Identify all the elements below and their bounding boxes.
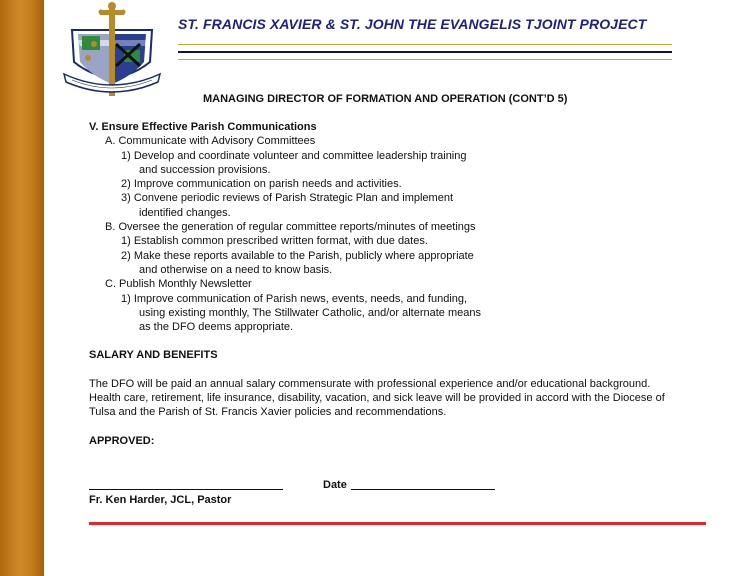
item-a1-cont: and succession provisions.	[139, 163, 271, 176]
salary-line-3: Tulsa and the Parish of St. Francis Xavier policies and recommendations.	[89, 406, 447, 419]
item-c1-cont: using existing monthly, The Stillwater Catholic, and/or alternate means	[139, 306, 481, 319]
document-body	[89, 120, 729, 448]
item-a: A. Communicate with Advisory Committees	[105, 135, 316, 148]
navy-rule	[178, 51, 672, 53]
item-a2: 2) Improve communication on parish needs and activities.	[121, 178, 402, 191]
item-c: C. Publish Monthly Newsletter	[105, 278, 252, 291]
item-c1-cont2: as the DFO deems appropriate.	[139, 321, 294, 334]
parish-crest-logo	[58, 0, 166, 98]
gold-rule-bottom	[178, 59, 672, 60]
item-b: B. Oversee the generation of regular committee reports/minutes of meetings	[105, 221, 476, 234]
signature-line[interactable]	[89, 489, 283, 490]
approved-heading: APPROVED:	[89, 434, 155, 447]
item-b1: 1) Establish common prescribed written format, with due dates.	[121, 235, 428, 248]
page-subtitle: MANAGING DIRECTOR OF FORMATION AND OPERATION (CONT’D 5)	[203, 93, 568, 105]
item-a1: 1) Develop and coordinate volunteer and committee leadership training	[121, 149, 467, 162]
item-c1: 1) Improve communication of Parish news, events, needs, and funding,	[121, 292, 468, 305]
left-sidebar-bar	[0, 0, 44, 576]
salary-line-2: Health care, retirement, life insurance, disability, vacation, and sick leave will be provided in accord with the Diocese of	[89, 392, 665, 405]
item-a3: 3) Convene periodic reviews of Parish Strategic Plan and implement	[121, 192, 453, 205]
signer-name: Fr. Ken Harder, JCL, Pastor	[89, 494, 232, 506]
page-title: ST. FRANCIS XAVIER & ST. JOHN THE EVANGELIS TJOINT PROJECT	[178, 16, 647, 32]
spacer	[89, 334, 729, 348]
item-a3-cont: identified changes.	[139, 206, 231, 219]
date-label: Date	[323, 479, 347, 491]
salary-line-1: The DFO will be paid an annual salary commensurate with professional experience and/or educational background.	[89, 377, 651, 390]
signature-block	[89, 479, 589, 511]
gold-rule-top	[178, 44, 672, 45]
date-line[interactable]	[351, 489, 495, 490]
footer-red-rule	[89, 522, 706, 525]
spacer	[89, 363, 729, 377]
section-heading: V. Ensure Effective Parish Communications	[89, 121, 317, 133]
salary-heading: SALARY AND BENEFITS	[89, 349, 218, 362]
spacer	[89, 420, 729, 434]
item-b2: 2) Make these reports available to the Parish, publicly where appropriate	[121, 249, 474, 262]
item-b2-cont: and otherwise on a need to know basis.	[139, 263, 333, 276]
